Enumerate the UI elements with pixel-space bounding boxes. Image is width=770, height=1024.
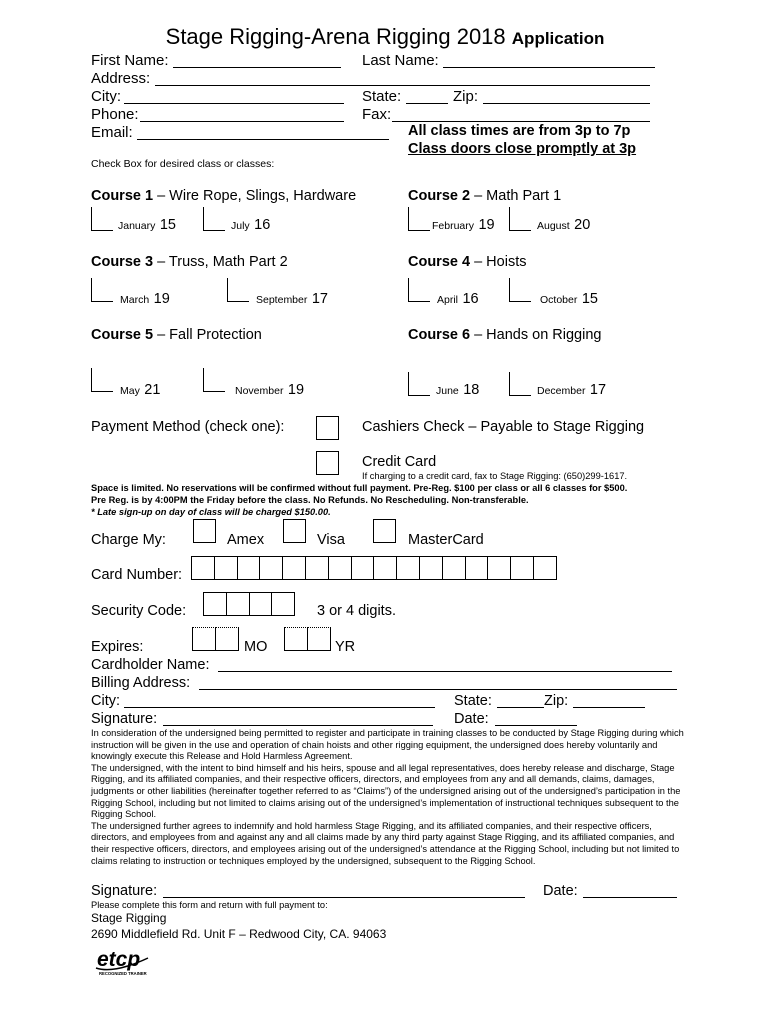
course-5-date-2: November 19 (235, 382, 305, 398)
visa-checkbox[interactable] (283, 519, 306, 543)
etcp-logo (94, 944, 150, 980)
course-3-date-2-checkbox[interactable] (227, 278, 249, 302)
digit-cell[interactable] (328, 556, 352, 580)
zip-label: Zip: (453, 88, 479, 105)
security-code-label: Security Code: (91, 603, 187, 619)
course-6-date-1-checkbox[interactable] (408, 372, 430, 396)
digit-cell[interactable] (237, 556, 261, 580)
final-date-field[interactable] (583, 897, 677, 898)
company-name: Stage Rigging (91, 911, 167, 925)
payment-method-label: Payment Method (check one): (91, 419, 285, 435)
digit-cell[interactable] (284, 627, 308, 651)
last-name-label: Last Name: (362, 52, 439, 69)
last-name-field[interactable] (443, 67, 655, 68)
cardholder-name-label: Cardholder Name: (91, 657, 210, 673)
expires-year-label: YR (335, 639, 356, 655)
course-6-heading: Course 6 – Hands on Rigging (408, 327, 602, 343)
billing-zip-label: Zip: (544, 693, 569, 709)
course-6-date-2: December 17 (537, 382, 607, 398)
course-3-date-1: March 19 (120, 291, 170, 307)
security-code-grid[interactable] (203, 592, 295, 616)
cashiers-check-checkbox[interactable] (316, 416, 339, 440)
phone-label: Phone: (91, 106, 139, 123)
page-title (0, 24, 770, 50)
first-name-field[interactable] (173, 67, 341, 68)
course-2-date-2: August 20 (537, 217, 591, 233)
course-1-heading: Course 1 – Wire Rope, Slings, Hardware (91, 188, 357, 204)
expires-month-label: MO (244, 639, 268, 655)
digit-cell[interactable] (214, 556, 238, 580)
visa-label: Visa (317, 532, 345, 548)
course-5-heading: Course 5 – Fall Protection (91, 327, 262, 343)
course-3-date-2: September 17 (256, 291, 328, 307)
course-6-date-1: June 18 (436, 382, 480, 398)
digit-cell[interactable] (192, 627, 216, 651)
course-1-date-2: July 16 (231, 217, 271, 233)
fax-field[interactable] (392, 121, 650, 122)
course-2-date-1: February 19 (432, 217, 495, 233)
release-paragraph-3: The undersigned further agrees to indemnify and hold harmless Stage Rigging, and its affiliated companies, and their respective officers, directors, and employees from and against any and all claims made by any third party against Stage Rigging, and its affiliated companies, and their respective officers, directors, and employees arising out of the undersigned’s attendance at the Rigging School, including but not limited to claims relating to instruction or techniques employed by the undersigned, subsequent to the Rigging School. (91, 820, 680, 866)
course-1-date-1-checkbox[interactable] (91, 207, 113, 231)
first-name-label: First Name: (91, 52, 169, 69)
release-paragraph-2: The undersigned, with the intent to bind himself and his heirs, spouse and all legal representatives, does hereby release and discharge, Stage Rigging, and its affiliated companies, and their respective officers, directors, and employees from any and all demands, claims, damages, judgments or other liabilities (hereinafter together referred to as “Claims”) of the undersigned arising out of the undersigned’s participation in the Rigging School, including but not limited to claims arising out of the undersigned’s implementation of instructional techniques subsequent to the Rigging School. (91, 762, 681, 820)
billing-state-label: State: (454, 693, 492, 709)
billing-state-field[interactable] (497, 707, 544, 708)
course-4-date-1-checkbox[interactable] (408, 278, 430, 302)
course-1-date-1: January 15 (118, 217, 176, 233)
class-doors-notice: Class doors close promptly at 3p (408, 141, 637, 157)
digit-cell[interactable] (373, 556, 397, 580)
course-5-date-2-checkbox[interactable] (203, 368, 225, 392)
city-field[interactable] (124, 103, 344, 104)
svg-text:RECOGNIZED TRAINER: RECOGNIZED TRAINER (99, 971, 147, 976)
course-1-date-2-checkbox[interactable] (203, 207, 225, 231)
address-label: Address: (91, 70, 151, 87)
expires-year-grid[interactable] (284, 627, 330, 651)
card-date-label: Date: (454, 711, 489, 727)
digit-cell[interactable] (442, 556, 466, 580)
card-signature-label: Signature: (91, 711, 158, 727)
release-paragraph-1: In consideration of the undersigned being permitted to register and participate in training classes to be conducted by Stage Rigging during which instruction will be given in the use and operation of chain hoists and other rigging equipment, the undersigned does hereby voluntarily and knowingly execute this Release and Hold Harmless Agreement. (91, 728, 684, 762)
expires-label: Expires: (91, 639, 144, 655)
billing-address-label: Billing Address: (91, 675, 191, 691)
final-signature-label: Signature: (91, 883, 158, 899)
return-note: Please complete this form and return with full payment to: (91, 900, 328, 910)
mastercard-label: MasterCard (408, 532, 484, 548)
release-text (91, 728, 691, 867)
digit-cell[interactable] (510, 556, 534, 580)
course-2-date-2-checkbox[interactable] (509, 207, 531, 231)
svg-text:etcp: etcp (97, 948, 141, 971)
class-times-notice: All class times are from 3p to 7p (408, 123, 631, 139)
title-suffix: Application (511, 29, 605, 48)
digit-cell[interactable] (396, 556, 420, 580)
digit-cell[interactable] (533, 556, 557, 580)
course-5-date-1-checkbox[interactable] (91, 368, 113, 392)
digit-cell[interactable] (203, 592, 227, 616)
digit-cell[interactable] (487, 556, 511, 580)
fax-label: Fax: (362, 106, 392, 123)
mastercard-checkbox[interactable] (373, 519, 396, 543)
digit-cell[interactable] (351, 556, 375, 580)
zip-field[interactable] (483, 103, 650, 104)
digit-cell[interactable] (271, 592, 295, 616)
email-field[interactable] (137, 139, 389, 140)
cashiers-check-label: Cashiers Check – Payable to Stage Rigging (362, 419, 645, 435)
digit-cell[interactable] (249, 592, 273, 616)
security-code-hint: 3 or 4 digits. (317, 603, 396, 619)
digit-cell[interactable] (191, 556, 215, 580)
phone-field[interactable] (140, 121, 344, 122)
course-3-date-1-checkbox[interactable] (91, 278, 113, 302)
digit-cell[interactable] (305, 556, 329, 580)
billing-address-field[interactable] (199, 689, 677, 690)
city-label: City: (91, 88, 121, 105)
credit-card-checkbox[interactable] (316, 451, 339, 475)
amex-label: Amex (227, 532, 265, 548)
amex-checkbox[interactable] (193, 519, 216, 543)
policy-line-2: Pre Reg. is by 4:00PM the Friday before the class. No Refunds. No Rescheduling. Non-transferable. (91, 495, 529, 505)
final-date-label: Date: (543, 883, 578, 899)
email-label: Email: (91, 124, 133, 141)
course-6-date-2-checkbox[interactable] (509, 372, 531, 396)
state-field[interactable] (406, 103, 448, 104)
final-signature-field[interactable] (163, 897, 525, 898)
fax-note: If charging to a credit card, fax to Stage Rigging: (650)299-1617. (362, 471, 628, 481)
billing-zip-field[interactable] (573, 707, 645, 708)
policy-line-1: Space is limited. No reservations will be confirmed without full payment. Pre-Reg. $100 per class or all 6 classes for $500. (91, 483, 628, 493)
check-instruction: Check Box for desired class or classes: (91, 158, 275, 170)
digit-cell[interactable] (282, 556, 306, 580)
digit-cell[interactable] (419, 556, 443, 580)
title-main: Stage Rigging-Arena Rigging 2018 (165, 24, 506, 49)
course-5-date-1: May 21 (120, 382, 161, 398)
billing-city-field[interactable] (124, 707, 435, 708)
course-4-date-2-checkbox[interactable] (509, 278, 531, 302)
course-2-heading: Course 2 – Math Part 1 (408, 188, 562, 204)
billing-city-label: City: (91, 693, 120, 709)
digit-cell[interactable] (307, 627, 331, 651)
digit-cell[interactable] (226, 592, 250, 616)
company-address: 2690 Middlefield Rd. Unit F – Redwood City, CA. 94063 (91, 927, 387, 941)
digit-cell[interactable] (215, 627, 239, 651)
address-field[interactable] (155, 85, 650, 86)
card-number-grid[interactable] (191, 556, 557, 580)
course-3-heading: Course 3 – Truss, Math Part 2 (91, 254, 288, 270)
card-date-field[interactable] (495, 725, 577, 726)
course-4-heading: Course 4 – Hoists (408, 254, 527, 270)
policy-line-3: * Late sign-up on day of class will be charged $150.00. (91, 507, 331, 517)
course-2-date-1-checkbox[interactable] (408, 207, 430, 231)
card-number-label: Card Number: (91, 567, 183, 583)
expires-month-grid[interactable] (192, 627, 238, 651)
digit-cell[interactable] (259, 556, 283, 580)
cardholder-name-field[interactable] (218, 671, 672, 672)
course-4-date-1: April 16 (437, 291, 479, 307)
course-4-date-2: October 15 (540, 291, 598, 307)
card-signature-field[interactable] (163, 725, 433, 726)
etcp-logo-icon (94, 944, 150, 980)
digit-cell[interactable] (465, 556, 489, 580)
charge-my-label: Charge My: (91, 532, 166, 548)
credit-card-label: Credit Card (362, 454, 437, 470)
state-label: State: (362, 88, 402, 105)
